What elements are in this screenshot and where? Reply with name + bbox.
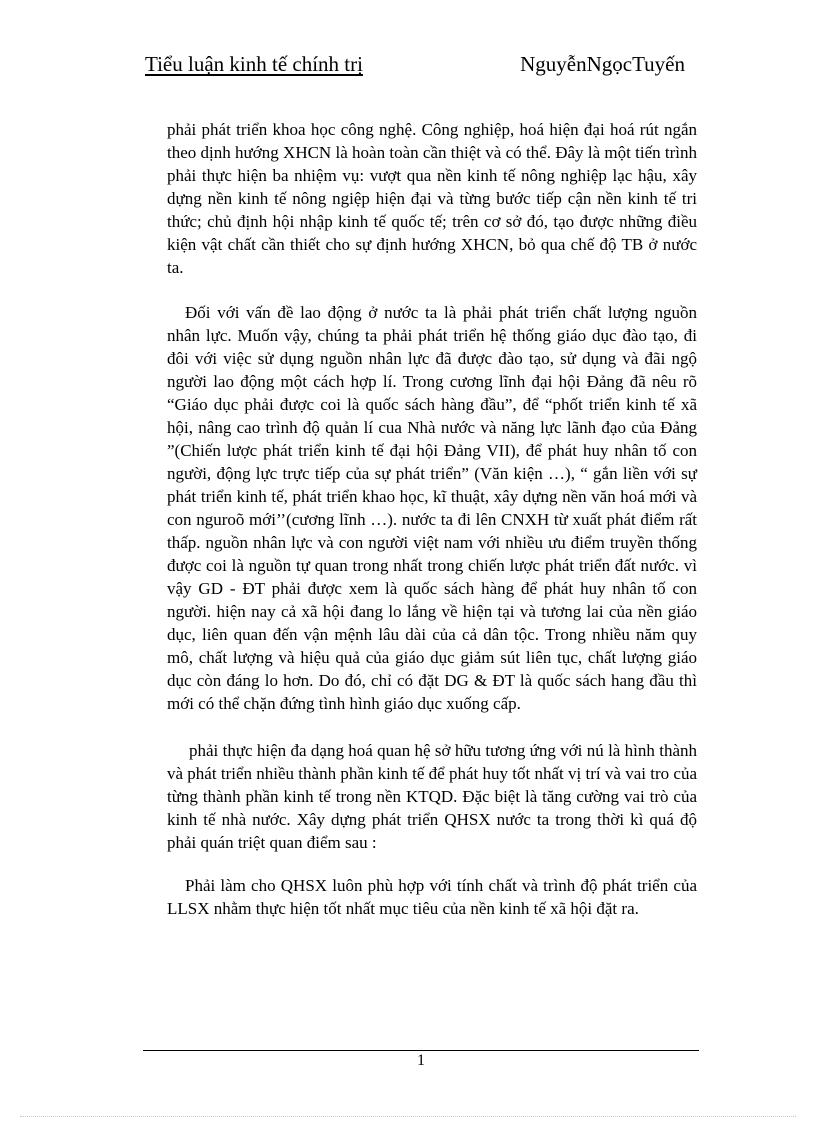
paragraph-4: Phải làm cho QHSX luôn phù hợp với tính chất và trình độ phát triển của LLSX nhằm thực hiện tốt nhất mục tiêu của nền kinh tế xã hội đặt ra. bbox=[167, 876, 697, 918]
body-text bbox=[167, 118, 697, 920]
page-header bbox=[145, 52, 685, 82]
document-title: Tiểu luận kinh tế chính trị bbox=[145, 52, 363, 76]
footer-divider bbox=[143, 1050, 699, 1051]
author-name: NguyễnNgọcTuyến bbox=[520, 52, 685, 76]
paragraph-2: Đối với vấn đề lao động ở nước ta là phải phát triển chất lượng nguồn nhân lực. Muốn vậy, chúng ta phải phát triển hệ thống giáo dục đào tạo, đi đôi với việc sử dụng nguồn nhân lực đã được đào tạo, sử dụng và đãi ngộ người lao động một cách hợp lí. Trong cương lĩnh đại hội Đảng đã nêu rõ “Giáo dục phải được coi là quốc sách hàng đầu”, để “phốt triển kinh tế xã hội, nâng cao trình độ quản lí cua Nhà nước và năng lực lãnh đạo của Đảng ”(Chiến lược phát triển kinh tế đại hội Đảng VII), để phát huy nhân tố con người, động lực trực tiếp của sự phát triển” (Văn kiện …), “ gắn liền với sự phát triển kinh tế, phát triển khao học, kĩ thuật, xây dựng nền văn hoá mới và con nguroõ mới’’(cương lĩnh …). nước ta đi lên CNXH từ xuất phát điểm rất thấp. nguồn nhân lực và con người việt nam với nhiều ưu điểm truyền thống được coi là nguồn tự quan trong nhất trong chiến lược phát triển đất nước. vì vậy GD - ĐT phải được xem là quốc sách hàng để phát huy nhân tố con người. hiện nay cả xã hội đang lo lắng về hiện tại và tương lai của nền giáo dục, liên quan đến vận mệnh lâu dài của cả dân tộc. Trong nhiều năm quy mô, chất lượng và hiệu quả của giáo dục giảm sút liên tục, chất lượng giáo dục còn đáng lo hơn. Do đó, chỉ có đặt DG & ĐT là quốc sách hang đầu thì mới có thể chặn đứng tình hình giáo dục xuống cấp. bbox=[167, 303, 697, 713]
paragraph-3: phải thực hiện đa dạng hoá quan hệ sở hữu tương ứng với nú là hình thành và phát triển nhiều thành phần kinh tế để phát huy tốt nhất vị trí và vai tro của từng thành phần kinh tế trong nền KTQD. Đặc biệt là tăng cường vai trò của kinh tế nhà nước. Xây dựng phát triển QHSX nước ta trong thời kì quá độ phải quán triệt quan điểm sau : bbox=[167, 741, 697, 852]
page-bottom-border bbox=[20, 1116, 796, 1117]
paragraph-1: phải phát triển khoa học công nghệ. Công nghiệp, hoá hiện đại hoá rút ngắn theo dịnh hướng XHCN là hoàn toàn cần thiệt và có thể. Đây là một tiến trình phải thực hiện ba nhiệm vụ: vượt qua nền kinh tế nông nghiệp lạc hậu, xây dựng nền kinh tế nông ngiệp hiện đại và từng bước tiếp cận nền kinh tế tri thức; chủ định hội nhập kinh tế quốc tế; trên cơ sở đó, tạo được những điều kiện vật chất cần thiết cho sự định hướng XHCN, bỏ qua chế độ TB ở nước ta. bbox=[167, 120, 697, 277]
page-number: 1 bbox=[417, 1052, 425, 1069]
